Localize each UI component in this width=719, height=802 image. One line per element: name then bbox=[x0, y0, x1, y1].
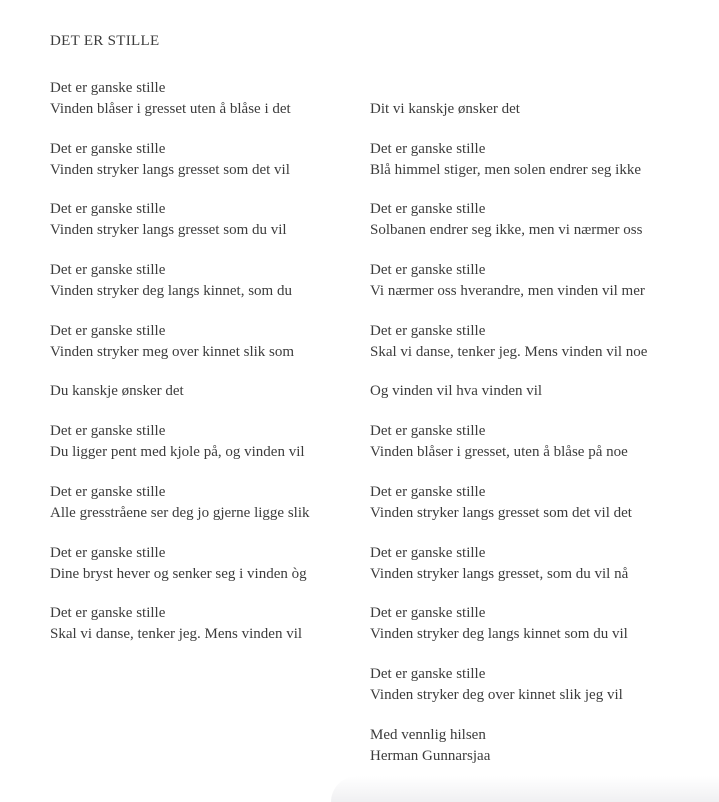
poem-stanza bbox=[370, 482, 719, 524]
poem-line: Vinden stryker deg over kinnet slik jeg vil bbox=[370, 686, 623, 703]
poem-stanza bbox=[50, 603, 380, 645]
poem-line: Herman Gunnarsjaa bbox=[370, 747, 491, 764]
poem-line: Det er ganske stille bbox=[370, 201, 486, 218]
poem-stanza bbox=[370, 321, 719, 363]
poem-line: Du kanskje ønsker det bbox=[50, 383, 184, 400]
poem-line: Det er ganske stille bbox=[370, 544, 486, 561]
poem-line: Og vinden vil hva vinden vil bbox=[370, 383, 543, 400]
poem-line: Vinden stryker langs gresset som det vil det bbox=[370, 504, 632, 521]
poem-stanza bbox=[370, 260, 719, 302]
poem-line: Det er ganske stille bbox=[370, 262, 486, 279]
poem-stanza bbox=[50, 321, 380, 363]
poem-line: Vi nærmer oss hverandre, men vinden vil mer bbox=[370, 283, 645, 300]
poem-stanza bbox=[370, 199, 719, 241]
poem-stanza bbox=[50, 543, 380, 585]
poem-column-left bbox=[50, 78, 380, 664]
poem-stanza bbox=[50, 78, 380, 120]
poem-line: Vinden stryker langs gresset, som du vil nå bbox=[370, 565, 629, 582]
poem-line: Blå himmel stiger, men solen endrer seg ikke bbox=[370, 161, 641, 178]
poem-line: Solbanen endrer seg ikke, men vi nærmer oss bbox=[370, 222, 643, 239]
poem-line: Det er ganske stille bbox=[370, 483, 486, 500]
poem-line: Vinden blåser i gresset uten å blåse i det bbox=[50, 101, 291, 117]
poem-stanza bbox=[370, 603, 719, 645]
poem-line: Med vennlig hilsen bbox=[370, 726, 486, 743]
poem-line: Det er ganske stille bbox=[370, 140, 486, 157]
poem-line: Det er ganske stille bbox=[50, 544, 166, 561]
poem-stanza bbox=[370, 543, 719, 585]
poem-stanza bbox=[370, 139, 719, 181]
poem-line: Vinden stryker deg langs kinnet som du vil bbox=[370, 626, 628, 643]
poem-stanza bbox=[50, 421, 380, 463]
poem-line: Det er ganske stille bbox=[50, 262, 166, 279]
poem-line: Det er ganske stille bbox=[50, 423, 166, 440]
poem-single-line bbox=[50, 381, 380, 402]
poem-line: Det er ganske stille bbox=[370, 423, 486, 440]
poem-stanza bbox=[370, 725, 719, 767]
poem-line: Vinden stryker langs gresset som det vil bbox=[50, 161, 290, 178]
poem-line: Det er ganske stille bbox=[50, 322, 166, 339]
poem-column-right bbox=[370, 99, 719, 785]
poem-line: Dit vi kanskje ønsker det bbox=[370, 101, 520, 117]
poem-line: Det er ganske stille bbox=[50, 140, 166, 157]
poem-title: DET ER STILLE bbox=[50, 33, 160, 49]
poem-line: Det er ganske stille bbox=[370, 322, 486, 339]
poem-stanza bbox=[50, 199, 380, 241]
poem-line: Vinden blåser i gresset, uten å blåse på noe bbox=[370, 444, 628, 461]
poem-stanza bbox=[370, 421, 719, 463]
poem-stanza bbox=[370, 664, 719, 706]
poem-line: Alle gresstråene ser deg jo gjerne ligge slik bbox=[50, 504, 310, 521]
poem-stanza bbox=[50, 260, 380, 302]
poem-single-line bbox=[370, 99, 719, 120]
poem-line: Det er ganske stille bbox=[50, 80, 166, 96]
poem-line: Det er ganske stille bbox=[50, 483, 166, 500]
poem-line: Skal vi danse, tenker jeg. Mens vinden vil bbox=[50, 626, 303, 643]
poem-line: Du ligger pent med kjole på, og vinden vil bbox=[50, 444, 305, 461]
poem-line: Det er ganske stille bbox=[370, 605, 486, 622]
poem-line: Skal vi danse, tenker jeg. Mens vinden vil noe bbox=[370, 343, 648, 360]
poem-line: Det er ganske stille bbox=[370, 665, 486, 682]
poem-stanza bbox=[50, 482, 380, 524]
poem-line: Dine bryst hever og senker seg i vinden òg bbox=[50, 565, 307, 582]
poem-line: Det er ganske stille bbox=[50, 605, 166, 622]
poem-single-line bbox=[370, 381, 719, 402]
poem-line: Vinden stryker meg over kinnet slik som bbox=[50, 343, 295, 360]
poem-line: Vinden stryker deg langs kinnet, som du bbox=[50, 283, 292, 300]
poem-stanza bbox=[50, 139, 380, 181]
poem-line: Det er ganske stille bbox=[50, 201, 166, 218]
poem-line: Vinden stryker langs gresset som du vil bbox=[50, 222, 287, 239]
